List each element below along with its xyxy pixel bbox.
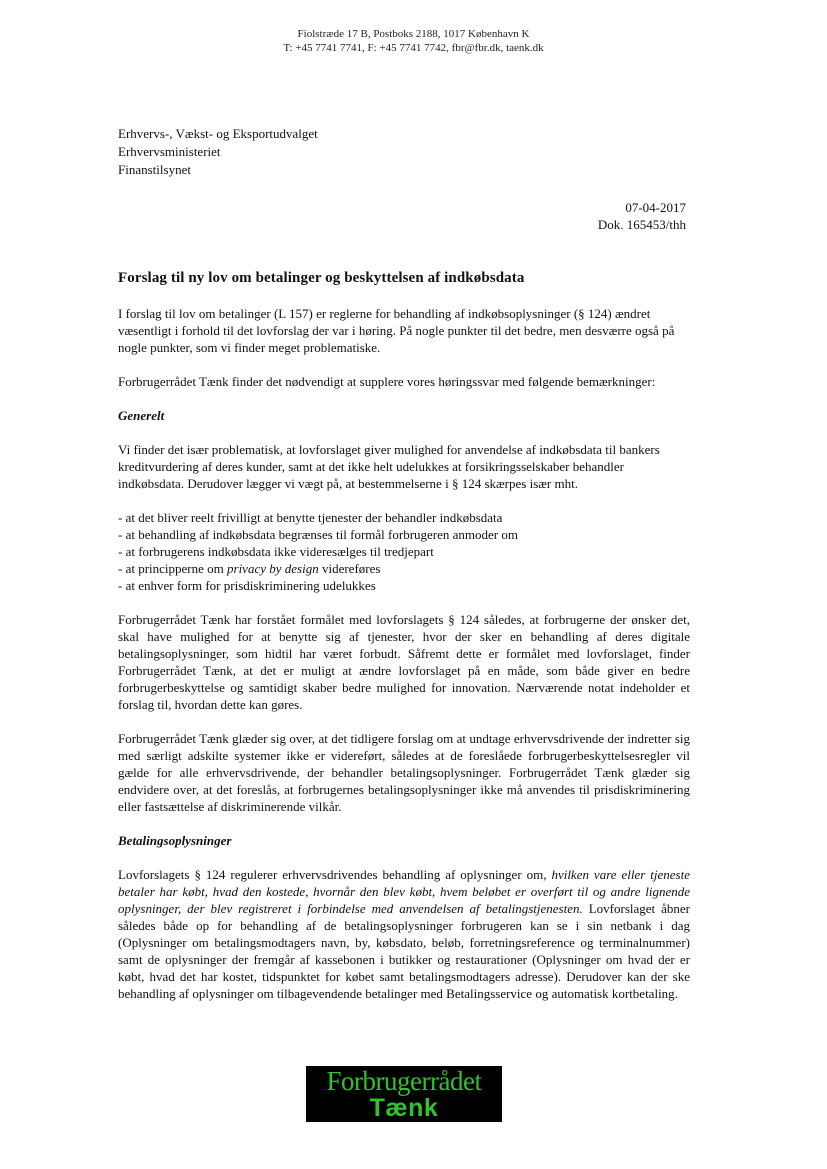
generelt-paragraph: Forbrugerrådet Tænk glæder sig over, at det tidligere forslag om at undtage erhvervsdrivende der indretter sig med særligt adskilte systemer ikke er videreført, således at de foreslåede forbrugerbeskyttelsesregler vil gælde for alle erhvervsdrivende, der behandler betalingsoplysninger. Forbrugerrådet Tænk glæder sig endvidere over, at det foreslås, at forbrugernes betalingsoplysninger ikke må anvendes til prisdiskriminering eller fastsættelse af diskriminerende vilkår. bbox=[118, 731, 690, 814]
section-heading-betalingsoplysninger: Betalingsoplysninger bbox=[118, 833, 232, 848]
list-item-text: - at principperne om bbox=[118, 561, 228, 576]
recipient: Erhvervsministeriet bbox=[118, 144, 221, 159]
letterhead bbox=[0, 27, 827, 55]
logo-line-2: Tænk bbox=[369, 1094, 439, 1122]
list-item: - at det bliver reelt frivilligt at benytte tjenester der behandler indkøbsdata bbox=[118, 510, 503, 525]
recipient: Erhvervs-, Vækst- og Eksportudvalget bbox=[118, 126, 318, 141]
contact-line: T: +45 7741 7741, F: +45 7741 7742, fbr@fbr.dk, taenk.dk bbox=[283, 42, 544, 54]
betaling-paragraph bbox=[118, 866, 690, 1002]
betaling-quote: hvilken vare eller tjeneste betaler har købt, hvad den kostede, hvornår den blev købt, hvem beløbet er overført til og andre lignende oplysninger, der blev registreret i forbindelse med anvendelsen af betalingstjenesten. bbox=[118, 867, 690, 916]
list-item-emphasis: privacy by design bbox=[227, 561, 319, 576]
logo-line-1: Forbrugerrådet bbox=[326, 1066, 482, 1096]
date-block bbox=[598, 199, 686, 233]
letter-date: 07-04-2017 bbox=[625, 200, 686, 215]
generelt-paragraph: Forbrugerrådet Tænk har forstået formålet med lovforslagets § 124 således, at forbrugerne der ønsker det, skal have mulighed for at benytte sig af tjenester, hvor der sker en behandling af deres digitale betalingsoplysninger, som hidtil har været forbudt. Såfremt dette er formålet med lovforslaget, finder Forbrugerrådet Tænk, at det er muligt at ændre lovforslaget på en måde, som både giver en bedre forbrugerbeskyttelse og samtidigt skaber bedre mulighed for innovation. Nærværende notat indeholder et forslag til, hvordan dette kan gøres. bbox=[118, 612, 690, 712]
forbrugerraadet-taenk-logo bbox=[306, 1066, 502, 1122]
section-heading-generelt: Generelt bbox=[118, 408, 165, 423]
list-item: - at forbrugerens indkøbsdata ikke videresælges til tredjepart bbox=[118, 544, 434, 559]
letter-body bbox=[118, 270, 690, 1019]
list-item-text: videreføres bbox=[318, 561, 381, 576]
betaling-text: Lovforslagets § 124 regulerer erhvervsdrivendes behandling af oplysninger om, bbox=[118, 867, 552, 882]
document-reference: Dok. 165453/thh bbox=[597, 217, 686, 232]
intro-paragraph: Forbrugerrådet Tænk finder det nødvendigt at supplere vores høringssvar med følgende bemærkninger: bbox=[118, 374, 656, 389]
letter-title: Forslag til ny lov om betalinger og beskyttelsen af indkøbsdata bbox=[118, 270, 525, 286]
requirements-list bbox=[118, 509, 690, 594]
address-line: Fiolstræde 17 B, Postboks 2188, 1017 København K bbox=[297, 28, 530, 40]
generelt-paragraph: Vi finder det især problematisk, at lovforslaget giver mulighed for anvendelse af indkøbsdata til bankers kreditvurdering af deres kunder, samt at det ikke helt udelukkes at forsikringsselskaber behandler indkøbsdata. Derudover lægger vi vægt på, at bestemmelserne i § 124 skærpes især mht. bbox=[118, 442, 660, 491]
betaling-text: Lovforslaget åbner således både op for behandling af de betalingsoplysninger forbrugeren kan se i sin netbank i dag (Oplysninger om betalingsmodtagers navn, by, købsdato, beløb, forretningsreference og terminalnummer) samt de oplysninger der fremgår af kassebonen i butikker og restaurationer (Oplysninger om hvad der er købt, hvad det har kostet, tidspunktet for købet samt betalingsmodtagers adresse). Derudover kan der ske behandling af oplysninger om tilbagevendende betalinger med Betalingsservice og automatisk kortbetaling. bbox=[118, 901, 690, 1001]
recipients-block bbox=[118, 125, 318, 179]
list-item bbox=[118, 560, 690, 577]
recipient: Finanstilsynet bbox=[118, 162, 191, 177]
intro-paragraph: I forslag til lov om betalinger (L 157) er reglerne for behandling af indkøbsoplysninger (§ 124) ændret væsentligt i forhold til det lovforslag der var i høring. På nogle punkter til det bedre, men desværre også på nogle punkter, som vi finder meget problematiske. bbox=[118, 306, 675, 355]
list-item: - at enhver form for prisdiskriminering udelukkes bbox=[118, 578, 376, 593]
list-item: - at behandling af indkøbsdata begrænses til formål forbrugeren anmoder om bbox=[118, 527, 518, 542]
